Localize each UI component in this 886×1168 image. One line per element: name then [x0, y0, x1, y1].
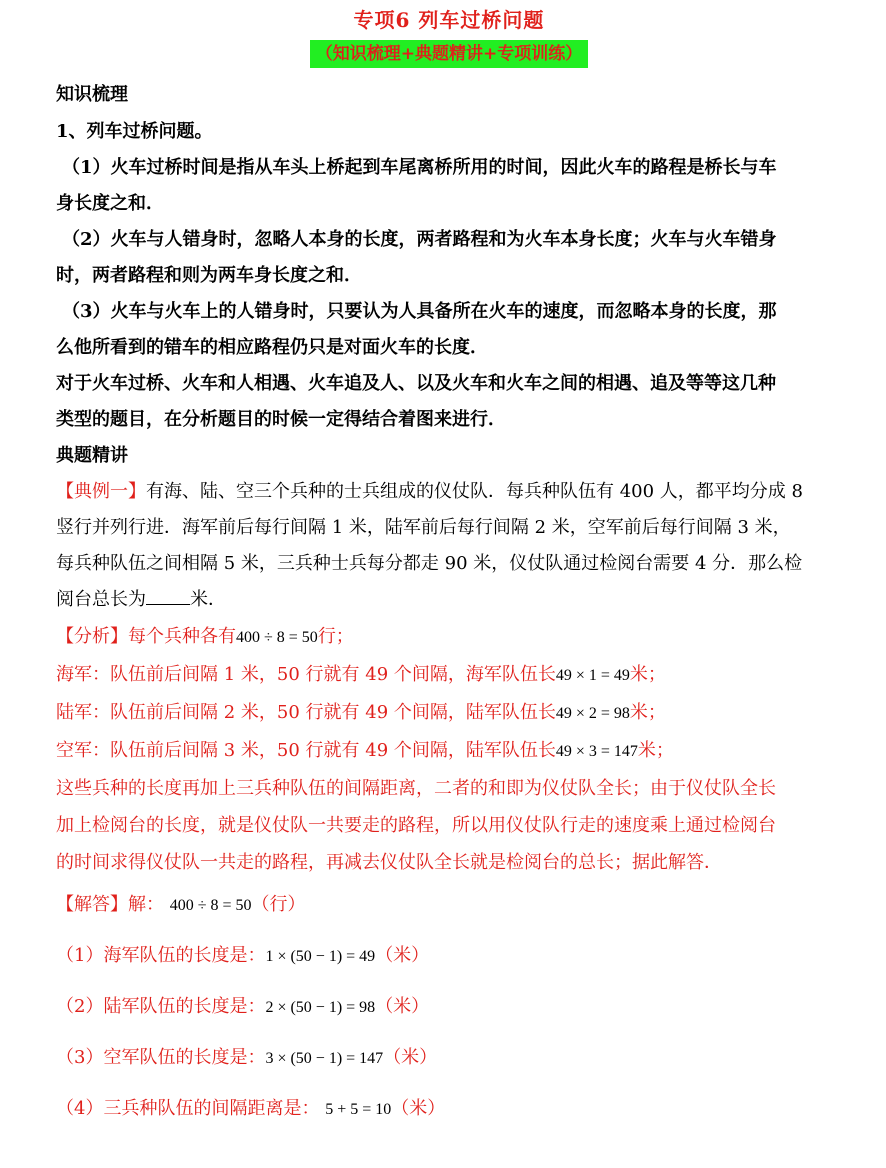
- answer-text-4b: （米）: [383, 1047, 438, 1068]
- answer-math-4: 3 × (50 − 1) = 147: [265, 1050, 384, 1067]
- analysis-tag: 【分析】: [56, 626, 128, 647]
- example-1-text-1: 有海、陆、空三个兵种的士兵组成的仪仗队．每兵种队伍有 400 人，都平均分成 8: [146, 481, 803, 502]
- example-1-line-1: [56, 474, 842, 510]
- analysis-text-4b: 米；: [637, 740, 674, 761]
- example-1-text-4a: 阅台总长为: [56, 589, 146, 610]
- analysis-line-3: [56, 694, 842, 732]
- analysis-text-3a: 陆军：队伍前后间隔 2 米，50 行就有 49 个间隔，陆军队伍长: [56, 702, 556, 723]
- knowledge-point-3-line-2: 么他所看到的错车的相应路程仍只是对面火车的长度．: [56, 337, 488, 358]
- answer-tag: 【解答】: [56, 894, 128, 915]
- analysis-line-2: [56, 656, 842, 694]
- knowledge-heading: 知识梳理: [56, 84, 128, 105]
- answer-line-1: [56, 891, 842, 920]
- answer-text-5b: （米）: [391, 1098, 446, 1119]
- answer-math-2: 1 × (50 − 1) = 49: [265, 948, 376, 965]
- answer-line-4: [56, 1044, 842, 1073]
- answer-text-5a: （4）三兵种队伍的间隔距离是：: [56, 1098, 320, 1119]
- answer-text-3a: （2）陆军队伍的长度是：: [56, 996, 266, 1017]
- analysis-text-1a: 每个兵种各有: [128, 626, 236, 647]
- answer-text-1a: 解：: [128, 894, 164, 915]
- knowledge-point-1-line-1: （1）火车过桥时间是指从车头上桥起到车尾离桥所用的时间，因此火车的路程是桥长与车: [62, 157, 777, 178]
- subtitle-wrap: [56, 40, 842, 70]
- example-1-line-2: 竖行并列行进．海军前后每行间隔 1 米，陆军前后每行间隔 2 米，空军前后每行间隔 3 米，: [56, 517, 791, 538]
- analysis-text-2b: 米；: [629, 664, 666, 685]
- analysis-text-1b: 行；: [317, 626, 354, 647]
- answer-text-2a: （1）海军队伍的长度是：: [56, 945, 266, 966]
- answer-blank: [146, 584, 190, 605]
- analysis-line-4: [56, 732, 842, 770]
- answer-math-5: 5 + 5 = 10: [325, 1101, 392, 1118]
- answer-text-1b: （行）: [251, 894, 306, 915]
- knowledge-point-2-line-2: 时，两者路程和则为两车身长度之和．: [56, 265, 362, 286]
- analysis-line-7: 的时间求得仪仗队一共走的路程，再减去仪仗队全长就是检阅台的总长；据此解答．: [56, 852, 722, 873]
- example-1-line-3: 每兵种队伍之间相隔 5 米，三兵种士兵每分都走 90 米，仪仗队通过检阅台需要 4 分．那么检: [56, 553, 803, 574]
- knowledge-point-1-line-2: 身长度之和．: [56, 193, 164, 214]
- analysis-text-4a: 空军：队伍前后间隔 3 米，50 行就有 49 个间隔，陆军队伍长: [56, 740, 556, 761]
- answer-text-2b: （米）: [375, 945, 430, 966]
- analysis-line-1: [56, 618, 842, 656]
- analysis-line-5: 这些兵种的长度再加上三兵种队伍的间隔距离，二者的和即为仪仗队全长；由于仪仗队全长: [56, 778, 776, 799]
- answer-line-5: [56, 1095, 842, 1124]
- analysis-text-3b: 米；: [629, 702, 666, 723]
- example-1-tag: 【典例一】: [56, 481, 146, 502]
- answer-math-1: 400 ÷ 8 = 50: [169, 897, 252, 914]
- knowledge-summary-line-2: 类型的题目，在分析题目的时候一定得结合着图来进行．: [56, 409, 506, 430]
- analysis-math-2: 49 × 1 = 49: [555, 667, 630, 684]
- knowledge-point-3-line-1: （3）火车与火车上的人错身时，只要认为人具备所在火车的速度，而忽略本身的长度，那: [62, 301, 777, 322]
- knowledge-summary-line-1: 对于火车过桥、火车和人相遇、火车追及人、以及火车和火车之间的相遇、追及等等这几种: [56, 373, 776, 394]
- example-1-line-4: [56, 582, 842, 618]
- answer-line-3: [56, 993, 842, 1022]
- knowledge-point-2-line-1: （2）火车与人错身时，忽略人本身的长度，两者路程和为火车本身长度；火车与火车错身: [62, 229, 777, 250]
- answer-line-2: [56, 942, 842, 971]
- analysis-line-6: 加上检阅台的长度，就是仪仗队一共要走的路程，所以用仪仗队行走的速度乘上通过检阅台: [56, 815, 776, 836]
- analysis-text-2a: 海军：队伍前后间隔 1 米，50 行就有 49 个间隔，海军队伍长: [56, 664, 556, 685]
- knowledge-item-1: 1、列车过桥问题。: [56, 121, 213, 142]
- page-title: 专项6 列车过桥问题: [353, 8, 545, 32]
- answer-text-3b: （米）: [375, 996, 430, 1017]
- examples-heading: 典题精讲: [56, 445, 128, 466]
- analysis-math-3: 49 × 2 = 98: [555, 705, 630, 722]
- example-1-text-4b: 米．: [190, 589, 226, 610]
- analysis-math-1: 400 ÷ 8 = 50: [236, 629, 318, 646]
- page-subtitle: （知识梳理+典题精讲+专项训练）: [310, 40, 589, 68]
- answer-text-4a: （3）空军队伍的长度是：: [56, 1047, 266, 1068]
- answer-math-3: 2 × (50 − 1) = 98: [265, 999, 376, 1016]
- analysis-math-4: 49 × 3 = 147: [555, 743, 638, 760]
